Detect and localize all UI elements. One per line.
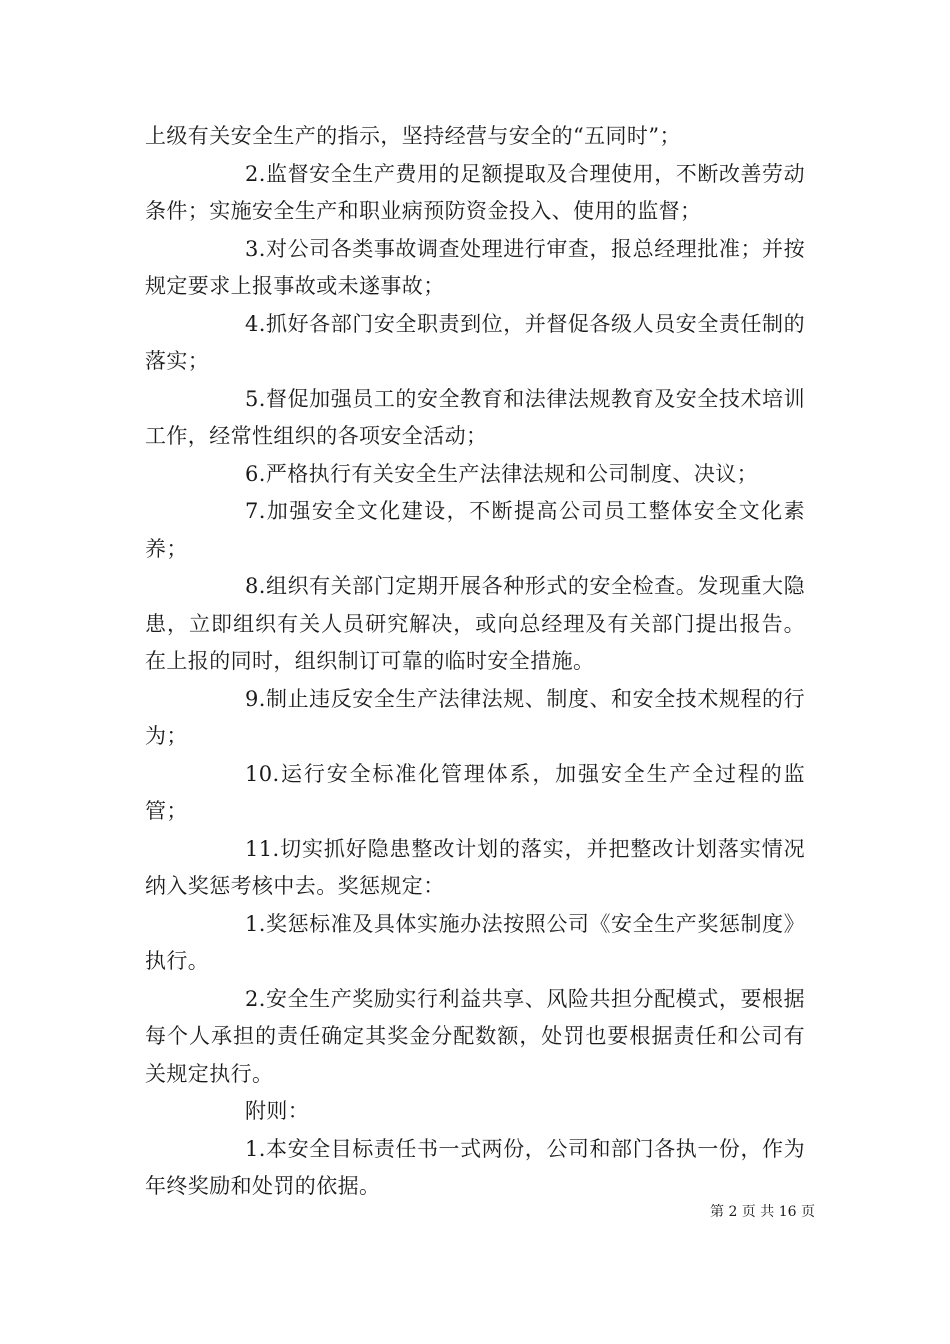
section-heading-appendix: 附则： — [245, 1099, 310, 1123]
paragraph-reward-item-2: 2.安全生产奖励实行利益共享、风险共担分配模式，要根据每个人承担的责任确定其奖金分配数额，处罚也要根据责任和公司有关规定执行。 — [145, 986, 805, 1086]
paragraph-item-4: 4.抓好各部门安全职责到位，并督促各级人员安全责任制的落实； — [145, 311, 805, 373]
page-number-label: 第 2 页 共 16 页 — [710, 1204, 815, 1220]
paragraph-item-11: 11.切实抓好隐患整改计划的落实，并把整改计划落实情况纳入奖惩考核中去。奖惩规定： — [145, 836, 805, 898]
paragraph-continuation: 上级有关安全生产的指示，坚持经营与安全的“五同时”； — [145, 124, 681, 148]
paragraph-item-2: 2.监督安全生产费用的足额提取及合理使用，不断改善劳动条件；实施安全生产和职业病预防资金投入、使用的监督； — [145, 161, 805, 223]
paragraph-reward-item-1: 1.奖惩标准及具体实施办法按照公司《安全生产奖惩制度》执行。 — [145, 911, 805, 973]
paragraph-item-9: 9.制止违反安全生产法律法规、制度、和安全技术规程的行为； — [145, 686, 805, 748]
paragraph-item-8: 8.组织有关部门定期开展各种形式的安全检查。发现重大隐患，立即组织有关人员研究解决，或向总经理及有关部门提出报告。在上报的同时，组织制订可靠的临时安全措施。 — [145, 574, 805, 673]
paragraph-item-5: 5.督促加强员工的安全教育和法律法规教育及安全技术培训工作，经常性组织的各项安全活动； — [145, 386, 805, 448]
paragraph-item-6: 6.严格执行有关安全生产法律法规和公司制度、决议； — [245, 461, 759, 486]
paragraph-item-7: 7.加强安全文化建设，不断提高公司员工整体安全文化素养； — [145, 499, 805, 561]
document-body — [145, 118, 805, 1206]
paragraph-appendix-item-1: 1.本安全目标责任书一式两份，公司和部门各执一份，作为年终奖励和处罚的依据。 — [145, 1136, 805, 1198]
paragraph-item-10: 10.运行安全标准化管理体系，加强安全生产全过程的监管； — [145, 761, 805, 823]
paragraph-item-3: 3.对公司各类事故调查处理进行审查，报总经理批准；并按规定要求上报事故或未遂事故； — [145, 236, 805, 298]
